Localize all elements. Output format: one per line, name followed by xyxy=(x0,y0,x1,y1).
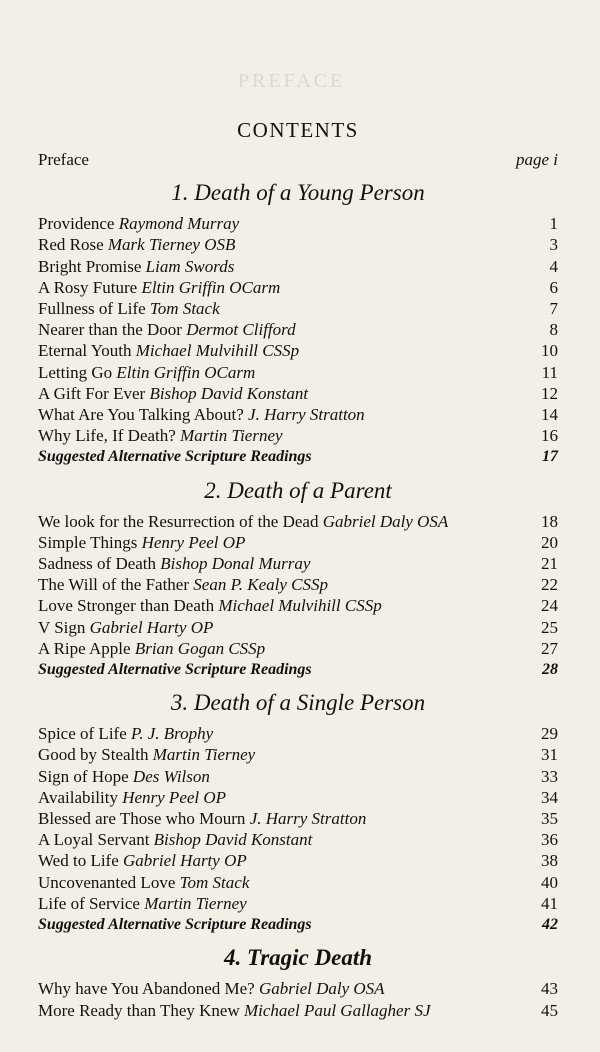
entry-author: Brian Gogan CSSp xyxy=(134,638,266,658)
entry-title: Sign of Hope xyxy=(38,766,133,786)
entry-page: 21 xyxy=(541,554,558,574)
entry-text xyxy=(38,234,235,255)
entry-title: Blessed are Those who Mourn xyxy=(38,809,250,829)
entry-page: 28 xyxy=(542,661,558,679)
entry-title: A Rosy Future xyxy=(38,277,142,297)
entry-title: V Sign xyxy=(38,617,90,637)
entry-page: 38 xyxy=(541,851,558,871)
section-heading: 3. Death of a Single Person xyxy=(170,690,426,716)
entry-page: 34 xyxy=(541,787,558,807)
preface-entry xyxy=(38,149,558,170)
entry-title: Providence xyxy=(38,214,119,234)
entry-title: A Ripe Apple xyxy=(38,638,135,658)
entry-text xyxy=(38,850,247,871)
entry-author: P. J. Brophy xyxy=(131,724,214,744)
entry-title: Simple Things xyxy=(38,532,142,552)
entry-author: Eltin Griffin OCarm xyxy=(141,277,281,297)
entry-text xyxy=(38,532,245,553)
entry-title: Availability xyxy=(38,787,123,807)
entry-page: 3 xyxy=(549,235,558,255)
contents-entry xyxy=(38,256,558,277)
entry-author: J. Harry Stratton xyxy=(249,809,367,829)
entry-text xyxy=(38,383,308,404)
scripture-readings-label: Suggested Alternative Scripture Readings xyxy=(38,916,312,934)
contents-entry xyxy=(38,553,558,574)
entry-text xyxy=(38,256,234,277)
entry-page: 31 xyxy=(541,745,558,765)
entry-author: Henry Peel OP xyxy=(141,532,246,552)
entry-text xyxy=(38,617,213,638)
entry-page: 12 xyxy=(541,383,558,403)
entry-text xyxy=(38,787,226,808)
entry-page: 42 xyxy=(542,916,558,934)
entry-author: Martin Tierney xyxy=(152,745,256,765)
entry-author: Michael Mulvihill CSSp xyxy=(218,596,382,616)
entry-author: Raymond Murray xyxy=(118,214,240,234)
scripture-readings-label: Suggested Alternative Scripture Readings xyxy=(38,448,312,466)
entry-author: Bishop Donal Murray xyxy=(160,554,311,574)
entry-title: We look for the Resurrection of the Dead xyxy=(38,511,323,531)
entry-title: A Gift For Ever xyxy=(38,383,150,403)
contents-entry xyxy=(38,234,558,255)
entry-page: 16 xyxy=(541,426,558,446)
entry-author: Martin Tierney xyxy=(144,893,247,913)
entry-page: 20 xyxy=(541,532,558,552)
contents-entry xyxy=(38,808,558,829)
entry-author: Dermot Clifford xyxy=(186,320,296,340)
entry-page: 14 xyxy=(541,405,558,425)
entry-page: 35 xyxy=(541,809,558,829)
entry-author: Eltin Griffin OCarm xyxy=(116,362,256,382)
entry-text xyxy=(38,829,312,850)
contents-entry xyxy=(38,872,558,893)
contents-entry xyxy=(38,574,558,595)
entry-author: Tom Stack xyxy=(149,299,220,319)
entry-page: 43 xyxy=(541,979,558,999)
contents-entry xyxy=(38,978,558,999)
entry-text xyxy=(38,744,255,765)
contents-entry xyxy=(38,617,558,638)
entry-author: Michael Paul Gallagher SJ xyxy=(244,1000,431,1020)
scripture-readings-entry xyxy=(38,914,558,935)
entry-text xyxy=(38,213,239,234)
contents-entry xyxy=(38,850,558,871)
entry-page: 10 xyxy=(541,341,558,361)
entry-author: Bishop David Konstant xyxy=(153,830,313,850)
scripture-readings-entry xyxy=(38,446,558,467)
entry-title: Bright Promise xyxy=(38,256,146,276)
entry-author: Gabriel Daly OSA xyxy=(322,511,449,531)
contents-entry xyxy=(38,511,558,532)
entry-text xyxy=(38,723,213,744)
entry-page: 40 xyxy=(541,872,558,892)
entry-page: 11 xyxy=(541,362,558,382)
entry-page: 24 xyxy=(541,596,558,616)
entry-page: 8 xyxy=(549,320,558,340)
entry-text xyxy=(38,638,265,659)
contents-entry xyxy=(38,277,558,298)
entry-title: Letting Go xyxy=(38,362,117,382)
contents-entry xyxy=(38,532,558,553)
entry-author: Michael Mulvihill CSSp xyxy=(135,341,300,361)
entry-author: Henry Peel OP xyxy=(122,787,227,807)
entry-text xyxy=(38,553,310,574)
entry-title: Spice of Life xyxy=(38,724,131,744)
entry-page: 25 xyxy=(541,617,558,637)
entry-title: Why Life, If Death? xyxy=(38,426,181,446)
entry-text xyxy=(38,893,247,914)
contents-entry xyxy=(38,213,558,234)
scripture-readings-label: Suggested Alternative Scripture Readings xyxy=(38,661,312,679)
entry-text xyxy=(38,595,382,616)
contents-entry xyxy=(38,723,558,744)
entry-title: Love Stronger than Death xyxy=(38,596,219,616)
entry-text xyxy=(38,808,366,829)
entry-title: More Ready than They Knew xyxy=(38,1000,244,1020)
contents-entry xyxy=(38,744,558,765)
entry-author: Des Wilson xyxy=(132,766,210,786)
section-heading: 2. Death of a Parent xyxy=(204,477,392,503)
contents-entry xyxy=(38,893,558,914)
entry-author: Gabriel Harty OP xyxy=(123,851,247,871)
entry-page: 18 xyxy=(541,511,558,531)
section-heading: 4. Tragic Death xyxy=(224,945,372,971)
entry-text xyxy=(38,277,280,298)
contents-entry xyxy=(38,787,558,808)
entry-page: 45 xyxy=(541,1000,558,1020)
entry-page: 22 xyxy=(541,575,558,595)
section-heading: 1. Death of a Young Person xyxy=(171,180,425,206)
entry-title: Nearer than the Door xyxy=(38,320,187,340)
contents-entry xyxy=(38,362,558,383)
entry-text xyxy=(38,1000,431,1021)
entry-title: The Will of the Father xyxy=(38,575,194,595)
contents-entry xyxy=(38,595,558,616)
entry-title: Why have You Abandoned Me? xyxy=(38,979,259,999)
entry-text xyxy=(38,362,255,383)
entry-author: Gabriel Harty OP xyxy=(89,617,214,637)
contents-page xyxy=(38,118,558,1021)
contents-entry xyxy=(38,404,558,425)
contents-entry xyxy=(38,319,558,340)
entry-page: 27 xyxy=(541,638,558,658)
entry-text xyxy=(38,425,283,446)
contents-entry xyxy=(38,298,558,319)
entry-page: 29 xyxy=(541,724,558,744)
entry-title: A Loyal Servant xyxy=(38,830,154,850)
contents-entry xyxy=(38,383,558,404)
entry-author: Bishop David Konstant xyxy=(149,383,309,403)
entry-text xyxy=(38,298,220,319)
contents-entry xyxy=(38,638,558,659)
entry-page: 36 xyxy=(541,830,558,850)
preface-page: page i xyxy=(515,150,558,169)
entry-page: 7 xyxy=(549,299,558,319)
entry-title: Sadness of Death xyxy=(38,554,161,574)
entry-author: Tom Stack xyxy=(179,872,250,892)
entry-page: 17 xyxy=(542,448,558,466)
entry-text xyxy=(38,872,249,893)
entry-page: 4 xyxy=(549,256,558,276)
entry-title: Red Rose xyxy=(38,235,108,255)
entry-text xyxy=(38,404,365,425)
contents-entry xyxy=(38,425,558,446)
entry-title: What Are You Talking About? xyxy=(38,405,249,425)
page-title: CONTENTS xyxy=(237,118,359,142)
entry-page: 1 xyxy=(549,214,558,234)
contents-entry xyxy=(38,1000,558,1021)
entry-author: J. Harry Stratton xyxy=(248,405,365,425)
entry-page: 6 xyxy=(549,277,558,297)
entry-author: Gabriel Daly OSA xyxy=(258,979,385,999)
entry-page: 33 xyxy=(541,766,558,786)
entry-text xyxy=(38,766,210,787)
entry-text xyxy=(38,511,448,532)
entry-title: Good by Stealth xyxy=(38,745,153,765)
contents-entry xyxy=(38,829,558,850)
entry-author: Mark Tierney OSB xyxy=(107,235,236,255)
entry-page: 41 xyxy=(541,893,558,913)
entry-text xyxy=(38,319,296,340)
entry-author: Sean P. Kealy CSSp xyxy=(193,575,329,595)
entry-title: Eternal Youth xyxy=(38,341,136,361)
entry-title: Wed to Life xyxy=(38,851,124,871)
scripture-readings-entry xyxy=(38,659,558,680)
entry-author: Martin Tierney xyxy=(180,426,283,446)
entry-text xyxy=(38,978,385,999)
entry-title: Uncovenanted Love xyxy=(38,872,180,892)
preface-label: Preface xyxy=(38,150,89,169)
show-through-heading: PREFACE xyxy=(238,70,346,92)
entry-text xyxy=(38,574,328,595)
entry-author: Liam Swords xyxy=(145,256,235,276)
contents-entry xyxy=(38,766,558,787)
entry-title: Fullness of Life xyxy=(38,299,150,319)
contents-entry xyxy=(38,340,558,361)
entry-text xyxy=(38,340,299,361)
entry-title: Life of Service xyxy=(38,893,145,913)
sections-list xyxy=(38,179,558,1021)
